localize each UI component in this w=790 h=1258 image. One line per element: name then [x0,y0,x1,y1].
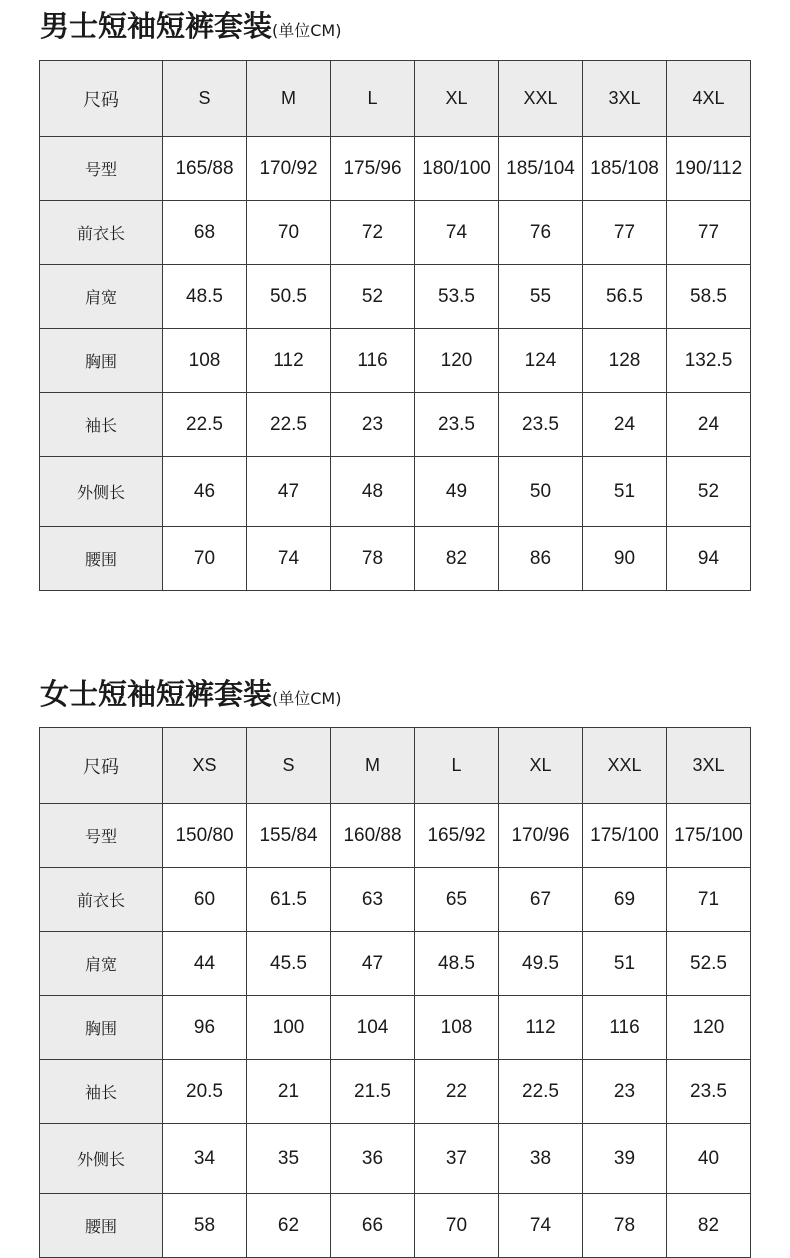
value-cell: 170/96 [499,804,583,868]
value-cell: 52.5 [667,932,751,996]
value-cell: 72 [331,201,415,265]
size-header-cell: XXL [499,61,583,137]
value-cell: 53.5 [415,265,499,329]
value-cell: 44 [163,932,247,996]
value-cell: 120 [667,996,751,1060]
value-cell: 71 [667,868,751,932]
table-row [40,1194,751,1258]
value-cell: 82 [415,527,499,591]
size-header-cell: 4XL [667,61,751,137]
value-cell: 108 [415,996,499,1060]
size-header-cell: M [247,61,331,137]
value-cell: 50.5 [247,265,331,329]
table-row [40,265,751,329]
row-label-cell: 胸围 [40,329,163,393]
row-label-cell: 袖长 [40,393,163,457]
value-cell: 100 [247,996,331,1060]
value-cell: 74 [499,1194,583,1258]
womens-title-text: 女士短袖短裤套装 [40,677,273,711]
value-cell: 155/84 [247,804,331,868]
value-cell: 175/100 [583,804,667,868]
value-cell: 116 [331,329,415,393]
size-header-row [40,61,751,137]
size-header-cell: L [331,61,415,137]
value-cell: 23 [583,1060,667,1124]
value-cell: 76 [499,201,583,265]
table-row [40,996,751,1060]
header-label-cell: 尺码 [40,61,163,137]
mens-unit: (单位CM) [272,21,342,40]
row-label-cell: 前衣长 [40,868,163,932]
value-cell: 128 [583,329,667,393]
row-label-cell: 袖长 [40,1060,163,1124]
value-cell: 56.5 [583,265,667,329]
mens-size-table [39,60,751,591]
size-header-cell: 3XL [583,61,667,137]
value-cell: 60 [163,868,247,932]
size-header-cell: XL [499,728,583,804]
value-cell: 52 [331,265,415,329]
value-cell: 22.5 [499,1060,583,1124]
value-cell: 22 [415,1060,499,1124]
value-cell: 112 [499,996,583,1060]
value-cell: 160/88 [331,804,415,868]
value-cell: 65 [415,868,499,932]
value-cell: 175/96 [331,137,415,201]
value-cell: 165/88 [163,137,247,201]
value-cell: 38 [499,1124,583,1194]
value-cell: 74 [415,201,499,265]
value-cell: 74 [247,527,331,591]
value-cell: 51 [583,457,667,527]
value-cell: 63 [331,868,415,932]
value-cell: 47 [247,457,331,527]
value-cell: 62 [247,1194,331,1258]
mens-title-text: 男士短袖短裤套装 [40,9,273,43]
row-label-cell: 腰围 [40,527,163,591]
value-cell: 86 [499,527,583,591]
value-cell: 170/92 [247,137,331,201]
value-cell: 90 [583,527,667,591]
value-cell: 35 [247,1124,331,1194]
value-cell: 51 [583,932,667,996]
value-cell: 23.5 [415,393,499,457]
value-cell: 34 [163,1124,247,1194]
value-cell: 108 [163,329,247,393]
size-header-cell: S [247,728,331,804]
row-label-cell: 肩宽 [40,932,163,996]
value-cell: 23.5 [667,1060,751,1124]
value-cell: 50 [499,457,583,527]
value-cell: 39 [583,1124,667,1194]
size-header-cell: XL [415,61,499,137]
value-cell: 68 [163,201,247,265]
size-header-row [40,728,751,804]
table-row [40,527,751,591]
value-cell: 24 [667,393,751,457]
table-row [40,868,751,932]
value-cell: 24 [583,393,667,457]
value-cell: 22.5 [163,393,247,457]
value-cell: 70 [415,1194,499,1258]
size-header-cell: L [415,728,499,804]
table-row [40,932,751,996]
size-header-cell: M [331,728,415,804]
value-cell: 66 [331,1194,415,1258]
value-cell: 132.5 [667,329,751,393]
value-cell: 70 [163,527,247,591]
value-cell: 52 [667,457,751,527]
row-label-cell: 外侧长 [40,457,163,527]
row-label-cell: 腰围 [40,1194,163,1258]
value-cell: 58 [163,1194,247,1258]
value-cell: 180/100 [415,137,499,201]
value-cell: 48 [331,457,415,527]
value-cell: 20.5 [163,1060,247,1124]
table-row [40,393,751,457]
row-label-cell: 胸围 [40,996,163,1060]
value-cell: 40 [667,1124,751,1194]
row-label-cell: 号型 [40,137,163,201]
value-cell: 94 [667,527,751,591]
mens-table-body [40,61,751,591]
table-row [40,1124,751,1194]
value-cell: 48.5 [415,932,499,996]
value-cell: 49.5 [499,932,583,996]
value-cell: 175/100 [667,804,751,868]
value-cell: 104 [331,996,415,1060]
value-cell: 77 [583,201,667,265]
value-cell: 120 [415,329,499,393]
value-cell: 112 [247,329,331,393]
womens-size-table [39,727,751,1258]
value-cell: 165/92 [415,804,499,868]
value-cell: 150/80 [163,804,247,868]
table-row [40,1060,751,1124]
value-cell: 69 [583,868,667,932]
value-cell: 49 [415,457,499,527]
value-cell: 185/108 [583,137,667,201]
value-cell: 55 [499,265,583,329]
row-label-cell: 号型 [40,804,163,868]
table-row [40,137,751,201]
size-header-cell: XXL [583,728,667,804]
value-cell: 61.5 [247,868,331,932]
header-label-cell: 尺码 [40,728,163,804]
value-cell: 82 [667,1194,751,1258]
value-cell: 70 [247,201,331,265]
value-cell: 190/112 [667,137,751,201]
value-cell: 185/104 [499,137,583,201]
value-cell: 47 [331,932,415,996]
size-header-cell: S [163,61,247,137]
size-header-cell: 3XL [667,728,751,804]
value-cell: 124 [499,329,583,393]
value-cell: 22.5 [247,393,331,457]
value-cell: 23 [331,393,415,457]
womens-table-body [40,728,751,1258]
value-cell: 116 [583,996,667,1060]
size-header-cell: XS [163,728,247,804]
value-cell: 78 [331,527,415,591]
womens-unit: (单位CM) [272,689,342,708]
value-cell: 45.5 [247,932,331,996]
table-row [40,201,751,265]
value-cell: 78 [583,1194,667,1258]
value-cell: 77 [667,201,751,265]
value-cell: 46 [163,457,247,527]
table-row [40,804,751,868]
value-cell: 36 [331,1124,415,1194]
womens-title [40,672,341,713]
value-cell: 21.5 [331,1060,415,1124]
value-cell: 37 [415,1124,499,1194]
row-label-cell: 外侧长 [40,1124,163,1194]
mens-title [40,4,341,45]
table-row [40,457,751,527]
value-cell: 96 [163,996,247,1060]
value-cell: 58.5 [667,265,751,329]
value-cell: 48.5 [163,265,247,329]
table-row [40,329,751,393]
value-cell: 67 [499,868,583,932]
value-cell: 23.5 [499,393,583,457]
row-label-cell: 肩宽 [40,265,163,329]
value-cell: 21 [247,1060,331,1124]
row-label-cell: 前衣长 [40,201,163,265]
